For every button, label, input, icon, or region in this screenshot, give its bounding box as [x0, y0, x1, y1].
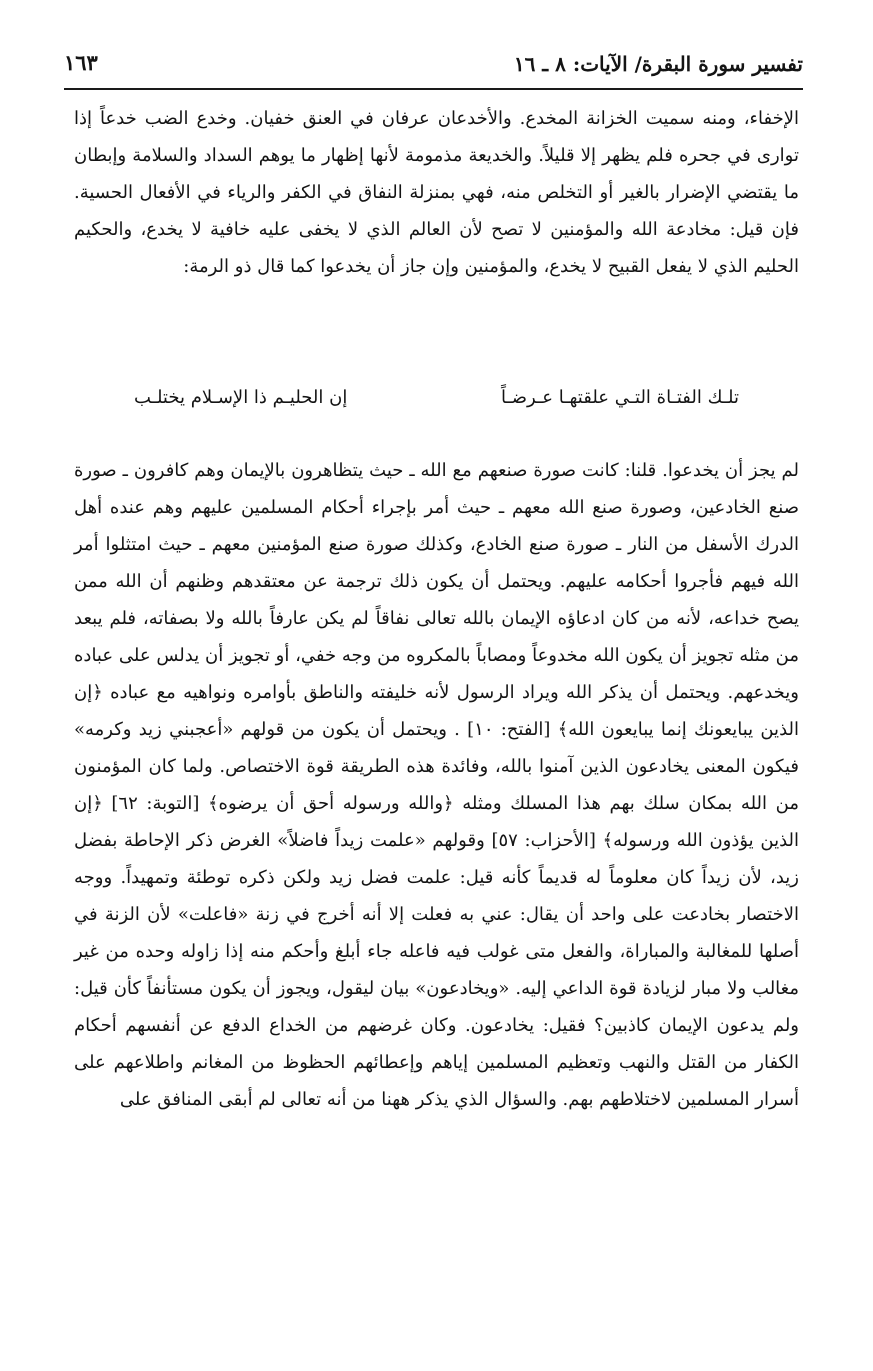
poem-verse	[74, 378, 799, 418]
poem-hemistich-1: تلـك الفتـاة التـي علقتهـا عـرضـاً	[501, 387, 739, 408]
running-header	[64, 48, 803, 90]
paragraph-1: الإخفاء، ومنه سميت الخزانة المخدع. والأخدعان عرفان في العنق خفيان. وخدع الضب خدعاً إذا توارى في جحره فلم يظهر إلا قليلاً. والخديعة مذمومة لأنها إظهار ما يوهم السداد والسلامة وإبطان ما يقتضي الإضرار بالغير أو التخلص منه، فهي بمنزلة النفاق في الكفر والرياء في الأفعال الحسية. فإن قيل: مخادعة الله والمؤمنين لا تصح لأن العالم الذي لا يخفى عليه خافية لا يخدع، والحكيم الحليم الذي لا يفعل القبيح لا يخدع، والمؤمنين وإن جاز أن يخدعوا كما قال ذو الرمة:	[74, 108, 799, 277]
paragraph-2: لم يجز أن يخدعوا. قلنا: كانت صورة صنعهم مع الله ـ حيث يتظاهرون بالإيمان وهم كافرون ـ صورة صنع الخادعين، وصورة صنع الله معهم ـ حيث أمر بإجراء أحكام المسلمين عليهم وهم عنده أهل الدرك الأسفل من النار ـ صورة صنع الخادع، وكذلك صورة صنع المؤمنين معهم ـ حيث امتثلوا أمر الله فيهم فأجروا أحكامه عليهم. ويحتمل أن يكون ذلك ترجمة عن معتقدهم وظنهم أن الله ممن يصح خداعه، لأنه من كان ادعاؤه الإيمان بالله تعالى نفاقاً لم يكن عارفاً بالله ولا بصفاته، فلم يبعد من مثله تجويز أن يكون الله مخدوعاً ومصاباً بالمكروه من وجه خفي، أو تجويز أن يدلس على عباده ويخدعهم. ويحتمل أن يذكر الله ويراد الرسول لأنه خليفته والناطق بأوامره ونواهيه مع عباده ﴿إن الذين يبايعونك إنما يبايعون الله﴾ [الفتح: ١٠] . ويحتمل أن يكون من قولهم «أعجبني زيد وكرمه» فيكون المعنى يخادعون الذين آمنوا بالله، وفائدة هذه الطريقة قوة الاختصاص. ولما كان المؤمنون من الله بمكان سلك بهم هذا المسلك ومثله ﴿والله ورسوله أحق أن يرضوه﴾ [التوبة: ٦٢] ﴿إن الذين يؤذون الله ورسوله﴾ [الأحزاب: ٥٧] وقولهم «علمت زيداً فاضلاً» الغرض ذكر الإحاطة بفضل زيد، لأن زيداً كان معلوماً له قديماً كأنه قيل: علمت فضل زيد ولكن ذكره توطئة وتمهيداً. ووجه الاختصار بخادعت على واحد أن يقال: عني به فعلت إلا أنه أخرج في زنة «فاعلت» لأن الزنة في أصلها للمغالبة والمباراة، والفعل متى غولب فيه فاعله جاء أبلغ وأحكم منه إذا زاوله وحده من غير مغالب ولا مبار لزيادة قوة الداعي إليه. «ويخادعون» بيان ليقول، ويجوز أن يكون مستأنفاً كأن قيل: ولم يدعون الإيمان كاذبين؟ فقيل: يخادعون. وكان غرضهم من الخداع الدفع عن أنفسهم أحكام الكفار من القتل والنهب وتعظيم المسلمين إياهم وإعطائهم الحظوظ من المغانم واطلاعهم على أسرار المسلمين لاختلاطهم بهم. والسؤال الذي يذكر ههنا من أنه تعالى لم أبقى المنافق على	[74, 460, 800, 1110]
header-title: تفسير سورة البقرة/ الآيات: ٨ ـ ١٦	[513, 52, 803, 76]
page-number: ١٦٣	[64, 50, 98, 75]
poem-hemistich-2: إن الحليـم ذا الإسـلام يختلـب	[134, 387, 348, 408]
